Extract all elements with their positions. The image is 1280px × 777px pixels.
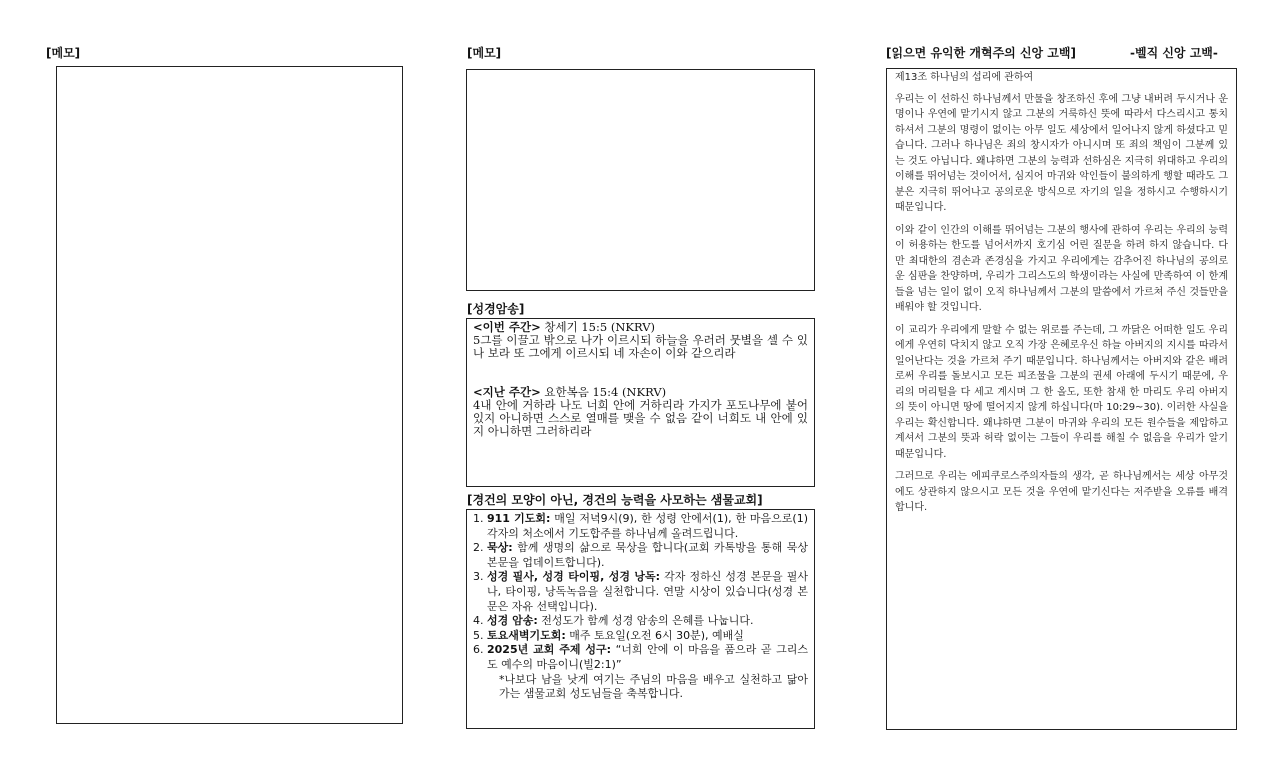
- church-announcements-box: [466, 509, 815, 729]
- memorization-label: [성경암송]: [467, 302, 525, 316]
- announcement-item: 2. 묵상: 함께 생명의 삶으로 묵상을 합니다(교회 카톡방을 통해 묵상 본문을 업데이트합니다).: [473, 541, 808, 569]
- left-memo-label: [메모]: [46, 46, 81, 60]
- announcement-item: 1. 911 기도회: 매일 저녁9시(9), 한 성령 안에서(1), 한 마음으로(1) 각자의 처소에서 기도합주를 하나님께 올려드립니다.: [473, 512, 808, 540]
- church-label: [경건의 모양이 아닌, 경건의 능력을 사모하는 샘물교회]: [467, 493, 763, 507]
- confession-box: [886, 68, 1237, 730]
- memorization-box: [466, 318, 815, 487]
- middle-memo-box[interactable]: [466, 69, 815, 291]
- middle-memo-label: [메모]: [467, 46, 502, 60]
- last-week-reference: 요한복음 15:4 (NKRV): [544, 385, 667, 399]
- confession-paragraph-2: 이와 같이 인간의 이해를 뛰어넘는 그분의 행사에 관하여 우리는 우리의 능력이 허용하는 한도를 넘어서까지 호기심 어린 질문을 하려 하지 않습니다. 다만 최대한의 겸손과 존경심을 가지고 우리에게는 감추어진 하나님의 공의로운 심판을 찬양하며, 우리가 그리스도의 학생이라는 사실에 만족하여 이 한계들을 넘는 일이 없이 오직 하나님께서 그분의 말씀에서 가르쳐 주신 것들만을 배워야 할 것입니다.: [895, 224, 1228, 313]
- left-memo-box[interactable]: [56, 66, 403, 724]
- confession-paragraph-3: 이 교리가 우리에게 말할 수 없는 위로를 주는데, 그 까닭은 어떠한 일도 우리에게 우연히 닥치지 않고 오직 가장 은혜로우신 하늘 아버지의 지시를 따라서 일어난다는 것을 가르쳐 주기 때문입니다. 하나님께서는 아버지와 같은 배려로써 우리를 돌보시고 모든 피조물을 그분의 권세 아래에 두시기 때문에, 우리의 머리털을 다 세고 계시며 그 한 올도, 또한 참새 한 마리도 우리 아버지의 뜻이 아니면 땅에 떨어지지 않게 하십니다(마 10:29~30). 이러한 사실을 우리는 확신합니다. 왜냐하면 그분이 마귀와 우리의 모든 원수들을 제압하고 계셔서 그분의 뜻과 허락 없이는 그들이 우리를 해칠 수 없음을 우리가 알기 때문입니다.: [895, 324, 1228, 460]
- announcement-item: 5. 토요새벽기도회: 매주 토요일(오전 6시 30분), 예배실: [473, 628, 744, 642]
- confession-header: [읽으면 유익한 개혁주의 신앙 고백]: [886, 46, 1076, 60]
- this-week-reference: 창세기 15:5 (NKRV): [544, 320, 656, 334]
- confession-paragraph-1: 우리는 이 선하신 하나님께서 만물을 창조하신 후에 그냥 내버려 두시거나 운명이나 우연에 맡기시지 않고 그분의 거룩하신 뜻에 따라서 다스리시고 통치하셔서 그분의 명령이 없이는 아무 일도 세상에서 일어나지 않게 하셨다고 믿습니다. 그러나 하나님은 죄의 창시자가 아니시며 또 죄의 책임이 그분께 있는 것도 아닙니다. 왜냐하면 그분의 능력과 선하심은 지극히 위대하고 우리의 이해를 뛰어넘는 것이어서, 심지어 마귀와 악인들이 불의하게 행할 때라도 그분은 지극히 뛰어나고 공의로운 방식으로 자기의 일을 정하시고 수행하시기 때문입니다.: [895, 93, 1228, 213]
- this-week-verse: 5그를 이끌고 밖으로 나가 이르시되 하늘을 우러러 뭇별을 셀 수 있나 보라 또 그에게 이르시되 네 자손이 이와 같으리라: [473, 333, 808, 360]
- announcement-item: 3. 성경 필사, 성경 타이핑, 성경 낭독: 각자 정하신 성경 본문을 필사나, 타이핑, 낭독녹음을 실천합니다. 연말 시상이 있습니다(성경 본문은 자유 선택입니다).: [473, 570, 809, 613]
- confession-subheader: -벨직 신앙 고백-: [1130, 46, 1218, 60]
- article-title: 제13조 하나님의 섭리에 관하여: [895, 72, 1034, 83]
- announcement-item: 4. 성경 암송: 전성도가 함께 성경 암송의 은혜를 나눕니다.: [473, 614, 754, 628]
- last-week-label: <지난 주간>: [473, 385, 541, 399]
- announcement-list: [467, 512, 814, 702]
- announcement-note: *나보다 남을 낫게 여기는 주님의 마음을 배우고 실천하고 닮아가는 샘물교회 성도님들을 축복합니다.: [499, 672, 808, 701]
- confession-paragraph-4: 그러므로 우리는 에피쿠로스주의자들의 생각, 곧 하나님께서는 세상 아무것에도 상관하지 않으시고 모든 것을 우연에 맡기신다는 저주받을 오류를 배격합니다.: [895, 471, 1228, 513]
- this-week-label: <이번 주간>: [473, 320, 541, 334]
- announcement-item: 6. 2025년 교회 주제 성구: “너희 안에 이 마음을 품으라 곧 그리스도 예수의 마음이니(빌2:1)”: [473, 643, 808, 671]
- last-week-verse: 4내 안에 거하라 나도 너희 안에 거하리라 가지가 포도나무에 붙어 있지 아니하면 스스로 열매를 맺을 수 없음 같이 너희도 내 안에 있지 아니하면 그러하리라: [473, 398, 808, 438]
